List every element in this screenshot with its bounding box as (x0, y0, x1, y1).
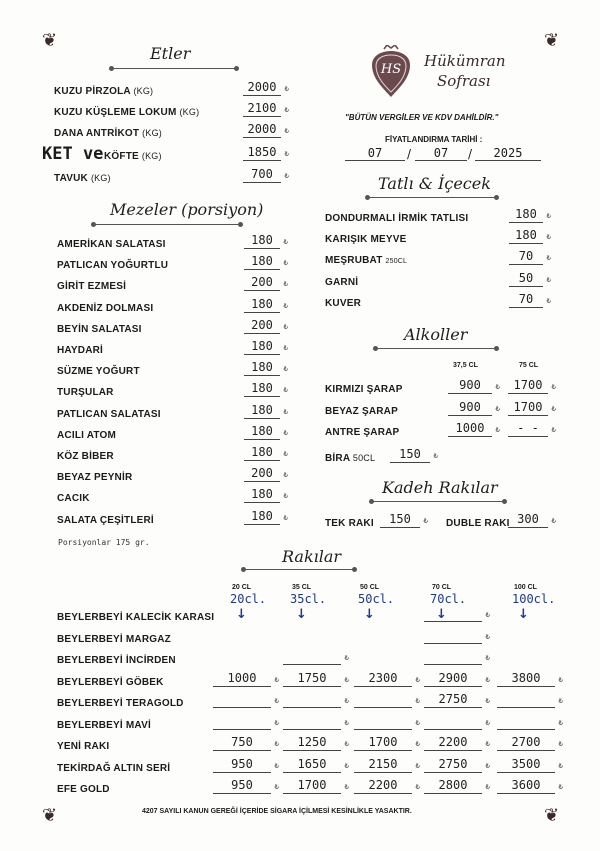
brand-monogram: HS (380, 62, 402, 77)
raki-item-price: 2700 ₺ (497, 735, 555, 751)
raki-item-price (213, 692, 271, 708)
meze-item-name: ACILI ATOM (57, 429, 117, 441)
etler-item-name: TAVUK (54, 173, 88, 184)
bira-unit: 50CL (352, 453, 376, 463)
raki-item-price: 2150 ₺ (354, 757, 412, 773)
etler-item-unit: (KG) (133, 86, 154, 96)
tatli-item-price: 180 ₺ (509, 228, 543, 244)
meze-item-name: KÖZ BİBER (57, 451, 114, 462)
meze-item-price: 180 ₺ (244, 297, 280, 313)
raki-item-name: EFE GOLD (57, 784, 110, 795)
raki-item-price: 3600 ₺ (497, 778, 555, 794)
raki-item-price: 1750 ₺ (283, 671, 341, 687)
meze-item-price: 180 ₺ (244, 360, 280, 376)
raki-col-handwritten-header: 70cl. (430, 592, 467, 606)
meze-item-name: CACIK (57, 493, 90, 505)
tatli-item-price: 180 ₺ (509, 207, 543, 223)
tatli-item-name: KARIŞIK MEYVE (325, 234, 407, 246)
pricing-date-label: FİYATLANDIRMA TARİHİ : (385, 135, 483, 144)
raki-col-handwritten-header: 35cl. (290, 592, 327, 606)
meze-item-name: BEYİN SALATASI (57, 323, 142, 335)
raki-col-header: 100 CL (514, 584, 537, 591)
tatli-item-name: GARNİ (325, 276, 359, 288)
raki-item-price: 950 ₺ (213, 757, 271, 773)
raki-item-price (424, 628, 482, 644)
raki-item-price: 2750 ₺ (424, 692, 482, 708)
brand-logo (366, 45, 416, 101)
raki-item-name: YENİ RAKI (57, 741, 110, 752)
alkol-item-price-375: 900 ₺ (448, 400, 492, 416)
raki-item-price: 750 ₺ (213, 735, 271, 751)
raki-item-price: 2200 ₺ (354, 778, 412, 794)
raki-item-price: 950 ₺ (213, 778, 271, 794)
date-separator: / (407, 147, 412, 161)
etler-item-name: KUZU PİRZOLA (54, 86, 131, 97)
alkol-item-price-75: - - ₺ (508, 421, 548, 437)
raki-item-name: BEYLERBEYİ KALECİK KARASI (57, 612, 215, 623)
etler-item-price: 2000 ₺ (243, 80, 281, 96)
etler-item-price: 2000 ₺ (243, 122, 281, 138)
raki-col-handwritten-header: 100cl. (512, 592, 556, 606)
tatli-item (325, 298, 361, 309)
raki-item-price (354, 692, 412, 708)
divider (112, 68, 236, 69)
alkol-item-name: ANTRE ŞARAP (325, 427, 400, 438)
tax-note: "BÜTÜN VERGİLER VE KDV DAHİLDİR." (345, 113, 499, 122)
divider (244, 569, 354, 570)
handwritten-prefix: KET ve (42, 144, 104, 164)
raki-item-price: 2900 ₺ (424, 671, 482, 687)
alkoller-col2-header: 75 CL (519, 362, 539, 369)
etler-item-unit: (KG) (179, 107, 200, 117)
raki-col-handwritten-header: 20cl. (230, 592, 267, 606)
meze-item-name: AMERİKAN SALATASI (57, 239, 166, 250)
section-title-tatli: Tatlı & İçecek (378, 174, 491, 193)
meze-item-price: 180 ₺ (244, 424, 280, 440)
section-title-rakilar: Rakılar (282, 547, 342, 566)
etler-item (54, 128, 162, 139)
tatli-item (325, 255, 407, 266)
raki-item-name: BEYLERBEYİ MAVİ (57, 719, 151, 731)
etler-item-unit: (KG) (141, 151, 162, 161)
meze-item-name: BEYAZ PEYNİR (57, 472, 133, 484)
down-arrow-icon: ↓ (236, 607, 247, 622)
raki-item-price: 1250 ₺ (283, 735, 341, 751)
meze-item-name: SÜZME YOĞURT (57, 366, 140, 378)
alkol-item-name: BEYAZ ŞARAP (325, 405, 398, 417)
etler-item (54, 86, 153, 97)
etler-item-price: 1850 ₺ (243, 145, 281, 161)
corner-ornament-icon: ❦ (544, 30, 560, 51)
divider (372, 501, 504, 502)
bira-name: BİRA (325, 453, 350, 464)
tatli-item (325, 213, 468, 224)
bira-item (325, 453, 375, 464)
meze-item-name: PATLICAN SALATASI (57, 408, 161, 420)
tek-raki-price: 150 ₺ (380, 512, 420, 528)
raki-col-header: 70 CL (432, 584, 452, 591)
alkol-item-price-75: 1700 ₺ (508, 378, 548, 394)
raki-item-price: 2800 ₺ (424, 778, 482, 794)
raki-item-price (283, 714, 341, 730)
raki-item-price (283, 649, 341, 665)
mezeler-portion-note: Porsiyonlar 175 gr. (58, 538, 150, 547)
raki-item-price (283, 692, 341, 708)
section-title-etler: Etler (150, 44, 191, 63)
raki-item-price: 1700 ₺ (354, 735, 412, 751)
raki-item-price (424, 714, 482, 730)
etler-item (104, 151, 162, 162)
meze-item-name: TURŞULAR (57, 387, 114, 399)
meze-item-price: 180 ₺ (244, 487, 280, 503)
raki-item-price: 3800 ₺ (497, 671, 555, 687)
alkol-item-price-375: 900 ₺ (448, 378, 492, 394)
etler-item (54, 173, 111, 184)
etler-item-name: KÖFTE (104, 151, 139, 162)
tatli-item-price: 70 ₺ (509, 292, 543, 308)
meze-item-price: 180 ₺ (244, 381, 280, 397)
raki-item-price: 2200 ₺ (424, 735, 482, 751)
down-arrow-icon: ↓ (436, 607, 447, 622)
raki-item-price (213, 714, 271, 730)
tatli-item-name: DONDURMALI İRMİK TATLISI (325, 213, 469, 224)
tek-raki-label: TEK RAKI (325, 518, 374, 529)
tatli-item-name: MEŞRUBAT (325, 255, 383, 267)
corner-ornament-icon: ❦ (42, 805, 58, 826)
alkol-item-name: KIRMIZI ŞARAP (325, 384, 403, 395)
down-arrow-icon: ↓ (296, 607, 307, 622)
meze-item-price: 180 ₺ (244, 339, 280, 355)
down-arrow-icon: ↓ (364, 607, 375, 622)
alkol-item-price-375: 1000 ₺ (448, 421, 492, 437)
etler-item-unit: (KG) (90, 173, 111, 183)
down-arrow-icon: ↓ (518, 607, 529, 622)
raki-item-price: 2750 ₺ (424, 757, 482, 773)
raki-item-price (424, 606, 482, 622)
meze-item-name: SALATA ÇEŞİTLERİ (57, 514, 154, 526)
corner-ornament-icon: ❦ (42, 30, 58, 51)
meze-item-name: HAYDARİ (57, 345, 104, 356)
duble-raki-price: 300 ₺ (508, 512, 548, 528)
etler-item-price: 2100 ₺ (243, 101, 281, 117)
raki-item-name: BEYLERBEYİ TERAGOLD (57, 698, 184, 709)
meze-item-price: 200 ₺ (244, 275, 280, 291)
tatli-item (325, 234, 407, 245)
raki-item-name: BEYLERBEYİ MARGAZ (57, 633, 171, 645)
meze-item-price: 180 ₺ (244, 233, 280, 249)
meze-item-price: 180 ₺ (244, 509, 280, 525)
raki-item-price: 3500 ₺ (497, 757, 555, 773)
pricing-date-month: 07 (415, 146, 467, 161)
raki-item-price: 1000 ₺ (213, 671, 271, 687)
etler-item-price: 700 ₺ (243, 167, 281, 183)
corner-ornament-icon: ❦ (544, 805, 560, 826)
raki-item-name: BEYLERBEYİ GÖBEK (57, 676, 164, 688)
etler-item-unit: (KG) (142, 128, 162, 138)
tatli-item-price: 50 ₺ (509, 271, 543, 287)
meze-item-price: 200 ₺ (244, 466, 280, 482)
raki-item-price (354, 714, 412, 730)
meze-item-price: 180 ₺ (244, 445, 280, 461)
section-title-kadeh: Kadeh Rakılar (382, 478, 498, 497)
raki-item-price: 1650 ₺ (283, 757, 341, 773)
date-separator: / (468, 147, 473, 161)
raki-item-price (424, 649, 482, 665)
brand-name-line2: Sofrası (437, 72, 491, 90)
tatli-item-price: 70 ₺ (509, 249, 543, 265)
meze-item-price: 200 ₺ (244, 318, 280, 334)
meze-item-price: 180 ₺ (244, 254, 280, 270)
alkol-item-price-75: 1700 ₺ (508, 400, 548, 416)
raki-col-header: 35 CL (292, 584, 312, 591)
meze-item-price: 180 ₺ (244, 403, 280, 419)
pricing-date-day: 07 (345, 146, 405, 161)
bira-price: 150 ₺ (390, 447, 430, 463)
duble-raki-label: DUBLE RAKI (446, 518, 510, 529)
raki-item-price (497, 692, 555, 708)
section-title-alkoller: Alkoller (404, 325, 468, 344)
footer-note: 4207 SAYILI KANUN GEREĞİ İÇERİDE SİGARA İÇİLMESİ KESİNLİKLE YASAKTIR. (142, 808, 412, 815)
meze-item-name: PATLICAN YOĞURTLU (57, 260, 169, 272)
alkoller-col1-header: 37,5 CL (453, 362, 478, 369)
raki-item-price: 2300 ₺ (354, 671, 412, 687)
raki-item-name: TEKİRDAĞ ALTIN SERİ (57, 762, 171, 774)
raki-item-price: 1700 ₺ (283, 778, 341, 794)
raki-item-name: BEYLERBEYİ İNCİRDEN (57, 655, 176, 666)
tatli-item (325, 277, 358, 288)
etler-item (54, 107, 199, 118)
section-title-mezeler: Mezeler (porsiyon) (110, 200, 264, 219)
tatli-item-unit: 250CL (385, 258, 408, 266)
meze-item-name: AKDENİZ DOLMASI (57, 302, 154, 314)
brand-name-line1: Hükümran (424, 52, 506, 70)
divider (368, 197, 496, 198)
divider (94, 224, 240, 225)
raki-col-header: 50 CL (360, 584, 380, 591)
raki-item-price (497, 714, 555, 730)
meze-item-name: GİRİT EZMESİ (57, 281, 127, 293)
etler-item-name: KUZU KÜŞLEME LOKUM (54, 107, 177, 118)
divider (376, 348, 496, 349)
tatli-item-name: KUVER (325, 297, 362, 309)
raki-col-handwritten-header: 50cl. (358, 592, 395, 606)
etler-item-name: DANA ANTRİKOT (54, 128, 140, 139)
pricing-date-year: 2025 (475, 146, 541, 161)
raki-col-header: 20 CL (232, 584, 252, 591)
